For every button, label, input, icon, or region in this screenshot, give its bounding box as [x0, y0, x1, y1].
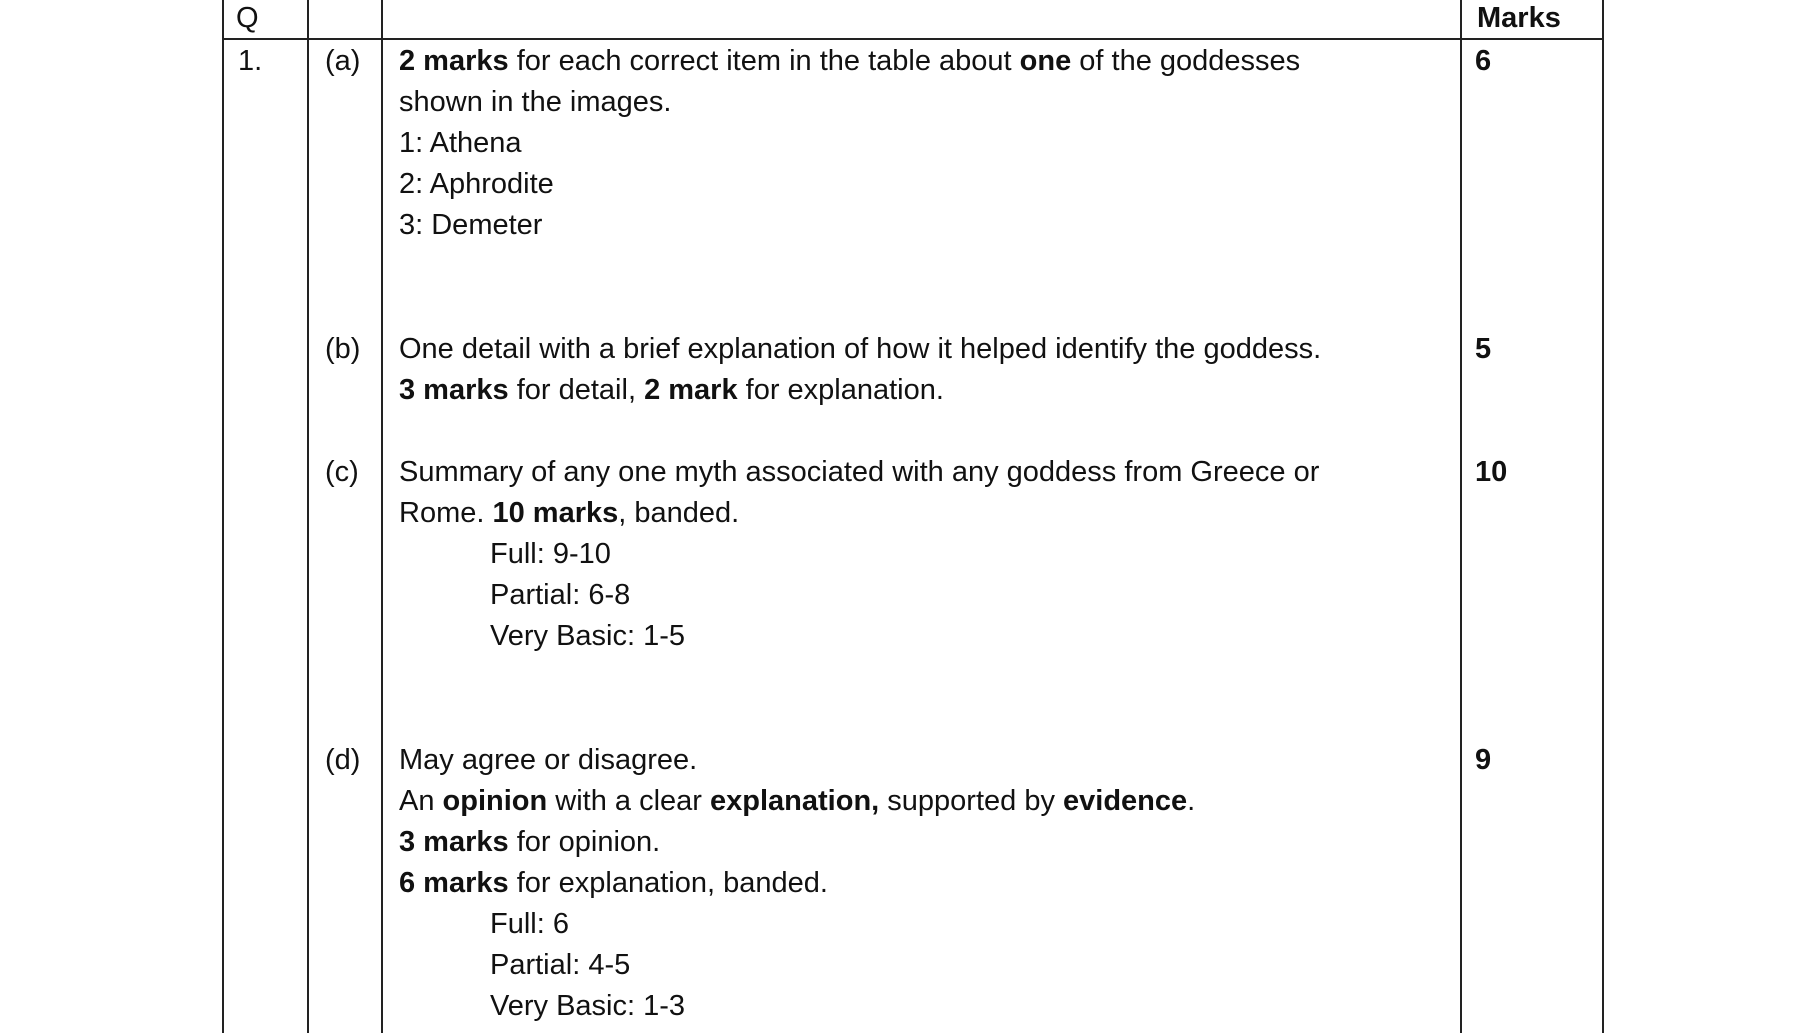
body-text: May agree or disagree. [399, 744, 698, 776]
body-text: for explanation. [737, 374, 944, 406]
q-header: Q [236, 2, 259, 34]
column-divider-marks [1460, 0, 1462, 1033]
body-text: supported by [879, 785, 1064, 817]
column-divider-q [307, 0, 309, 1033]
part-label-a: (a) [325, 45, 361, 77]
bold-text: 3 marks [399, 826, 509, 858]
body-text: for explanation, banded. [508, 867, 828, 899]
body-text: for detail, [508, 374, 645, 406]
body-text: shown in the images. [399, 86, 672, 118]
body-line [399, 41, 1300, 82]
question-number: 1. [238, 45, 263, 77]
bold-text: evidence [1063, 785, 1188, 817]
body-line [399, 205, 1300, 246]
band-line: Full: 9-10 [490, 538, 611, 570]
marks-header: Marks [1477, 2, 1561, 34]
bold-text: opinion [442, 785, 548, 817]
body-text: 3: Demeter [399, 209, 543, 241]
body-text: . [1187, 785, 1196, 817]
body-line [399, 164, 1300, 205]
body-line [399, 452, 1319, 493]
band-line: Very Basic: 1-5 [490, 620, 686, 652]
body-line [399, 740, 1195, 781]
body-text: 1: Athena [399, 127, 522, 159]
marks-value-a: 6 [1475, 45, 1492, 77]
band-line: Partial: 6-8 [490, 579, 631, 611]
body-text: for opinion. [508, 826, 661, 858]
band-line: Full: 6 [490, 908, 569, 940]
part-label-b: (b) [325, 333, 361, 365]
band-line: Very Basic: 1-3 [490, 990, 686, 1022]
table-border-right [1602, 0, 1604, 1033]
bold-text: explanation, [710, 785, 880, 817]
part-label-c: (c) [325, 456, 359, 488]
body-line [399, 822, 1195, 863]
body-text: Summary of any one myth associated with any goddess from Greece or [399, 456, 1320, 488]
body-line [399, 863, 1195, 904]
body-text: , banded. [618, 497, 740, 529]
body-text: One detail with a brief explanation of how it helped identify the goddess. [399, 333, 1322, 365]
marks-value-d: 9 [1475, 744, 1492, 776]
body-line [399, 82, 1300, 123]
body-line [399, 370, 1321, 411]
body-text: An [399, 785, 443, 817]
body-text: with a clear [547, 785, 711, 817]
table-border-left [222, 0, 224, 1033]
body-text: of the goddesses [1071, 45, 1301, 77]
body-line [399, 123, 1300, 164]
body-text: for each correct item in the table about [508, 45, 1020, 77]
bold-text: one [1019, 45, 1072, 77]
bold-text: 3 marks [399, 374, 509, 406]
marks-value-b: 5 [1475, 333, 1492, 365]
bold-text: 2 mark [644, 374, 738, 406]
bold-text: 10 marks [492, 497, 619, 529]
body-text: Rome. [399, 497, 493, 529]
header-row-divider [222, 38, 1604, 40]
part-body-b [399, 329, 1321, 411]
bold-text: 2 marks [399, 45, 509, 77]
body-line [399, 329, 1321, 370]
column-divider-part [381, 0, 383, 1033]
body-line [399, 781, 1195, 822]
marks-value-c: 10 [1475, 456, 1508, 488]
part-body-c [399, 452, 1319, 657]
part-body-d [399, 740, 1195, 1027]
part-body-a [399, 41, 1300, 246]
part-label-d: (d) [325, 744, 361, 776]
band-line: Partial: 4-5 [490, 949, 631, 981]
body-line [399, 493, 1319, 534]
body-text: 2: Aphrodite [399, 168, 554, 200]
bold-text: 6 marks [399, 867, 509, 899]
